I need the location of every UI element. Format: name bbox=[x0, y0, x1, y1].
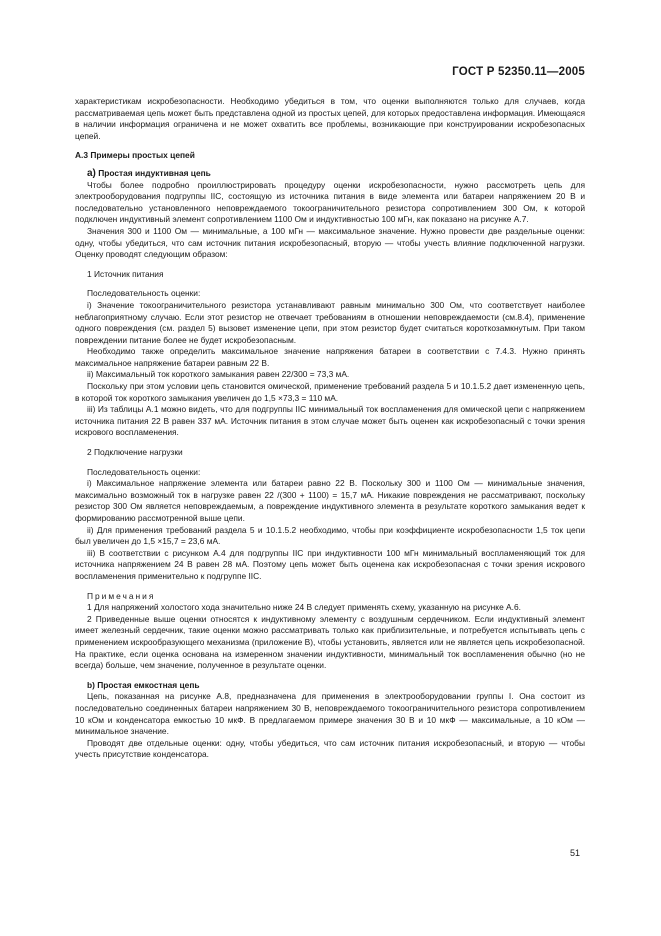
note: 2 Приведенные выше оценки относятся к индуктивному элементу с воздушным сердечником. Если индуктивный элемент имеет железный сердечник, такие оценки можно рассматривать только как приблизительные, и потребуется испытывать цепь с применением искрообразующего механизма (приложение В), чтобы установить, является или не является цепь искробезопасной. На практике, если оценка основана на измеренном значении индуктивности, минимальный ток воспламенения обычно (но не всегда) больше, чем значение, полученное в результате оценки. bbox=[75, 613, 585, 671]
paragraph: Поскольку при этом условии цепь становится омической, применение требований раздела 5 и 10.1.5.2 дает измененную цепь, в которой ток короткого замыкания увеличен до 1,5 ×73,3 = 110 мА. bbox=[75, 381, 585, 403]
paragraph: Необходимо также определить максимальное значение напряжения батареи в соответствии с 7.4.3. Нужно принять максимальное напряжение батареи равным 22 В. bbox=[75, 346, 585, 368]
paragraph: iii) Из таблицы А.1 можно видеть, что для подгруппы IIC минимальный ток воспламенения для омической цепи с напряжением источника питания 22 В равен 337 мА. Источник питания в этом случае может быть оценен как искробезопасный с точки зрения искрового воспламенения. bbox=[75, 404, 585, 438]
paragraph: Чтобы более подробно проиллюстрировать процедуру оценки искробезопасности, нужно рассмотреть цепь для электрооборудования подгруппы IIC, состоящую из источника питания в виде элемента или батареи напряжением 20 В и последовательно установленного неповреждаемого токоограничительного резистора сопротивлением 300 Ом, к которой подключен индуктивный элемент сопротивлением 1100 Ом и индуктивностью 100 мГн, как показано на рисунке А.7. bbox=[75, 179, 585, 225]
paragraph: iii) В соответствии с рисунком А.4 для подгруппы IIC при индуктивности 100 мГн минимальный воспламеняющий ток для источника напряжением 24 В равен 28 мА. Поэтому цепь может быть оценена как искробезопасная с точки зрения искрового воспламенения применительно к подгруппе IIC. bbox=[75, 547, 585, 581]
document-code: ГОСТ Р 52350.11—2005 bbox=[452, 66, 585, 78]
paragraph: i) Максимальное напряжение элемента или батареи равно 22 В. Поскольку 300 и 1100 Ом — минимальные значения, максимально возможный ток в нагрузке равен 22 /(300 + 1100) = 15,7 мА. Никакие повреждения не рассматривают, поскольку резистор 300 Ом является неповреждаемым, а повреждение индуктивного элемента в результате короткого замыкания ведет к формированию рассмотренной выше цепи. bbox=[75, 478, 585, 523]
paragraph: Последовательность оценки: bbox=[87, 466, 201, 477]
section-heading: А.3 Примеры простых цепей bbox=[75, 150, 195, 161]
subsection-heading-b bbox=[75, 680, 585, 692]
paragraph: i) Значение токоограничительного резистора устанавливают равным минимально 300 Ом, что соответствует наиболее неблагоприятному случаю. Если этот резистор не отвечает требованиям в отношении неповреждаемости (см.8.4), применение одного повреждения (см. раздел 5) вызовет изменение цепи, при этом резистор будет считаться короткозамкнутым. При таком повреждении питание более не будет искробезопасным. bbox=[75, 299, 585, 345]
paragraph: ii) Для применения требований раздела 5 и 10.1.5.2 необходимо, чтобы при коэффициенте искробезопасности 1,5 ток цепи был увеличен до 1,5 ×15,7 = 23,6 мА. bbox=[75, 524, 585, 547]
subsection-letter: a) bbox=[87, 167, 96, 179]
paragraph: Проводят две отдельные оценки: одну, чтобы убедиться, что сам источник питания искробезопасный, и вторую — чтобы учесть присутствие конденсатора. bbox=[75, 737, 585, 760]
paragraph: ii) Максимальный ток короткого замыкания равен 22/300 = 73,3 мА. bbox=[87, 369, 350, 380]
notes-heading: Примечания bbox=[87, 590, 156, 601]
subsection-heading-a bbox=[75, 168, 585, 180]
note: 1 Для напряжений холостого хода значительно ниже 24 В следует применять схему, указанную на рисунке А.6. bbox=[87, 602, 521, 613]
paragraph: характеристикам искробезопасности. Необходимо убедиться в том, что оценки выполняются только для случаев, когда рассматриваемая цепь может быть представлена одной из простых цепей, для которых предоставлена информация. Имеющаяся в наличии информация ограничена и не может охватить все проблемы, возникающие при конструировании искробезопасных цепей. bbox=[75, 96, 585, 141]
subsection-letter: b) bbox=[87, 679, 95, 690]
subsection-title: Простая емкостная цепь bbox=[97, 679, 200, 690]
paragraph: Значения 300 и 1100 Ом — минимальные, а 100 мГн — максимальное значение. Нужно провести две раздельные оценки: одну, чтобы убедиться, что сам источник питания искробезопасный, вторую — чтобы учесть влияние подключенной нагрузки. Оценку проводят следующим образом: bbox=[75, 225, 585, 260]
page-number: 51 bbox=[570, 848, 581, 858]
list-item-heading: 2 Подключение нагрузки bbox=[87, 447, 183, 458]
list-item-heading: 1 Источник питания bbox=[87, 268, 164, 279]
subsection-title: Простая индуктивная цепь bbox=[98, 167, 211, 178]
paragraph: Последовательность оценки: bbox=[87, 288, 201, 299]
page-body bbox=[75, 96, 585, 761]
paragraph: Цепь, показанная на рисунке А.8, предназначена для применения в электрооборудовании группы I. Она состоит из последовательно соединенных батареи напряжением 30 В, неповреждаемого токоограничительного резистора сопротивлением 10 кОм и конденсатора емкостью 10 мкФ. В предлагаемом примере значения 30 В и 10 мкФ — максимальные, а 10 кОм — минимальное значение. bbox=[75, 691, 585, 737]
